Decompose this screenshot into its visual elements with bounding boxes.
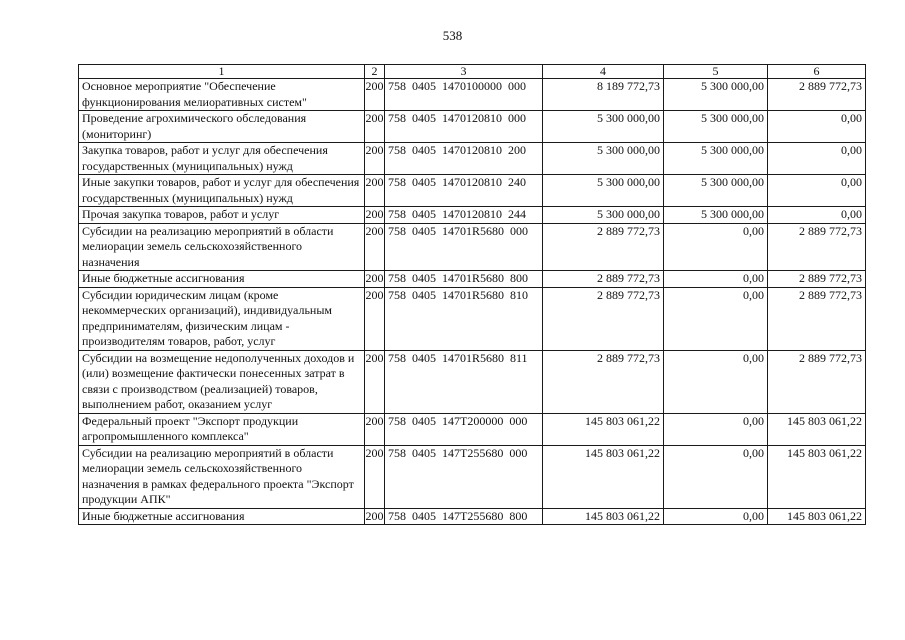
table-row <box>79 413 866 445</box>
cell-code: 758 0405 147T255680 000 <box>385 445 543 508</box>
cell-col5: 5 300 000,00 <box>664 175 768 207</box>
table-body <box>79 79 866 525</box>
cell-col4: 145 803 061,22 <box>543 508 664 525</box>
table-row <box>79 287 866 350</box>
cell-col6: 145 803 061,22 <box>768 413 866 445</box>
cell-col6: 0,00 <box>768 111 866 143</box>
cell-code: 758 0405 1470120810 244 <box>385 207 543 224</box>
cell-col6: 2 889 772,73 <box>768 287 866 350</box>
cell-code: 758 0405 14701R5680 800 <box>385 271 543 288</box>
cell-col5: 0,00 <box>664 445 768 508</box>
table-row <box>79 79 866 111</box>
table-row <box>79 143 866 175</box>
cell-group: 200 <box>365 508 384 523</box>
cell-group: 200 <box>365 111 385 143</box>
cell-code: 758 0405 147T255680 800 <box>385 508 543 525</box>
cell-col5: 5 300 000,00 <box>664 79 768 111</box>
cell-name: Иные закупки товаров, работ и услуг для обеспечения государственных (муниципальных) нужд <box>79 175 365 207</box>
cell-col5: 0,00 <box>664 223 768 271</box>
cell-group: 200 <box>365 413 385 445</box>
cell-col5: 0,00 <box>664 287 768 350</box>
cell-group: 200 <box>365 207 384 221</box>
cell-code: 758 0405 147T200000 000 <box>385 413 543 445</box>
header-cell: 2 <box>365 65 385 79</box>
cell-col6: 2 889 772,73 <box>768 350 866 413</box>
cell-group: 200 <box>365 350 385 413</box>
cell-group: 200 <box>365 143 385 175</box>
cell-col4: 5 300 000,00 <box>543 207 664 224</box>
cell-name: Субсидии на возмещение недополученных доходов и (или) возмещение фактически понесенных затрат в связи с производством (реализацией) товаров, выполнением работ, оказанием услуг <box>79 350 365 413</box>
header-row <box>79 65 866 79</box>
cell-code: 758 0405 14701R5680 000 <box>385 223 543 271</box>
cell-group: 200 <box>365 175 385 207</box>
cell-col6: 0,00 <box>768 207 866 224</box>
cell-name: Прочая закупка товаров, работ и услуг <box>79 207 365 224</box>
cell-col4: 5 300 000,00 <box>543 143 664 175</box>
cell-col4: 5 300 000,00 <box>543 175 664 207</box>
table-row <box>79 350 866 413</box>
cell-name: Закупка товаров, работ и услуг для обеспечения государственных (муниципальных) нужд <box>79 143 365 175</box>
cell-col4: 2 889 772,73 <box>543 287 664 350</box>
cell-name: Субсидии на реализацию мероприятий в области мелиорации земель сельскохозяйственного назначения в рамках федерального проекта "Экспорт продукции АПК" <box>79 445 365 508</box>
cell-col6: 145 803 061,22 <box>768 508 866 525</box>
cell-col6: 2 889 772,73 <box>768 79 866 111</box>
header-cell: 1 <box>79 65 365 79</box>
header-cell: 6 <box>768 65 866 79</box>
cell-name: Проведение агрохимического обследования (мониторинг) <box>79 111 365 143</box>
cell-code: 758 0405 14701R5680 810 <box>385 287 543 350</box>
cell-col5: 0,00 <box>664 350 768 413</box>
table-row <box>79 111 866 143</box>
cell-col6: 2 889 772,73 <box>768 271 866 288</box>
page-number: 538 <box>442 28 463 43</box>
cell-name: Иные бюджетные ассигнования <box>79 508 365 525</box>
cell-group: 200 <box>365 223 385 271</box>
cell-group: 200 <box>365 271 384 285</box>
table-row <box>79 508 866 525</box>
cell-code: 758 0405 1470100000 000 <box>385 79 543 111</box>
header-cell: 5 <box>664 65 768 79</box>
header-cell: 4 <box>543 65 664 79</box>
header-cell: 3 <box>385 65 543 79</box>
cell-col4: 2 889 772,73 <box>543 350 664 413</box>
table-row <box>79 175 866 207</box>
cell-col5: 5 300 000,00 <box>664 207 768 224</box>
cell-name: Иные бюджетные ассигнования <box>79 271 365 288</box>
cell-col5: 0,00 <box>664 413 768 445</box>
cell-col6: 0,00 <box>768 175 866 207</box>
cell-name: Субсидии на реализацию мероприятий в области мелиорации земель сельскохозяйственного назначения <box>79 223 365 271</box>
cell-col4: 5 300 000,00 <box>543 111 664 143</box>
table-row <box>79 445 866 508</box>
cell-col6: 145 803 061,22 <box>768 445 866 508</box>
cell-code: 758 0405 1470120810 000 <box>385 111 543 143</box>
cell-col4: 8 189 772,73 <box>543 79 664 111</box>
cell-group: 200 <box>365 79 385 111</box>
cell-name: Основное мероприятие "Обеспечение функционирования мелиоративных систем" <box>79 79 365 111</box>
cell-col5: 0,00 <box>664 508 768 525</box>
cell-name: Субсидии юридическим лицам (кроме некоммерческих организаций), индивидуальным предпринимателям, физическим лицам - производителям товаров, работ, услуг <box>79 287 365 350</box>
cell-code: 758 0405 1470120810 200 <box>385 143 543 175</box>
table-row <box>79 271 866 288</box>
cell-col4: 145 803 061,22 <box>543 445 664 508</box>
cell-col4: 145 803 061,22 <box>543 413 664 445</box>
cell-code: 758 0405 1470120810 240 <box>385 175 543 207</box>
cell-code: 758 0405 14701R5680 811 <box>385 350 543 413</box>
cell-name: Федеральный проект "Экспорт продукции агропромышленного комплекса" <box>79 413 365 445</box>
cell-col4: 2 889 772,73 <box>543 271 664 288</box>
cell-group: 200 <box>365 287 385 350</box>
cell-col5: 0,00 <box>664 271 768 288</box>
cell-col5: 5 300 000,00 <box>664 111 768 143</box>
budget-table <box>78 64 866 525</box>
cell-col6: 0,00 <box>768 143 866 175</box>
table-row <box>79 223 866 271</box>
cell-col4: 2 889 772,73 <box>543 223 664 271</box>
cell-group: 200 <box>365 445 385 508</box>
table-row <box>79 207 866 224</box>
cell-col6: 2 889 772,73 <box>768 223 866 271</box>
cell-col5: 5 300 000,00 <box>664 143 768 175</box>
